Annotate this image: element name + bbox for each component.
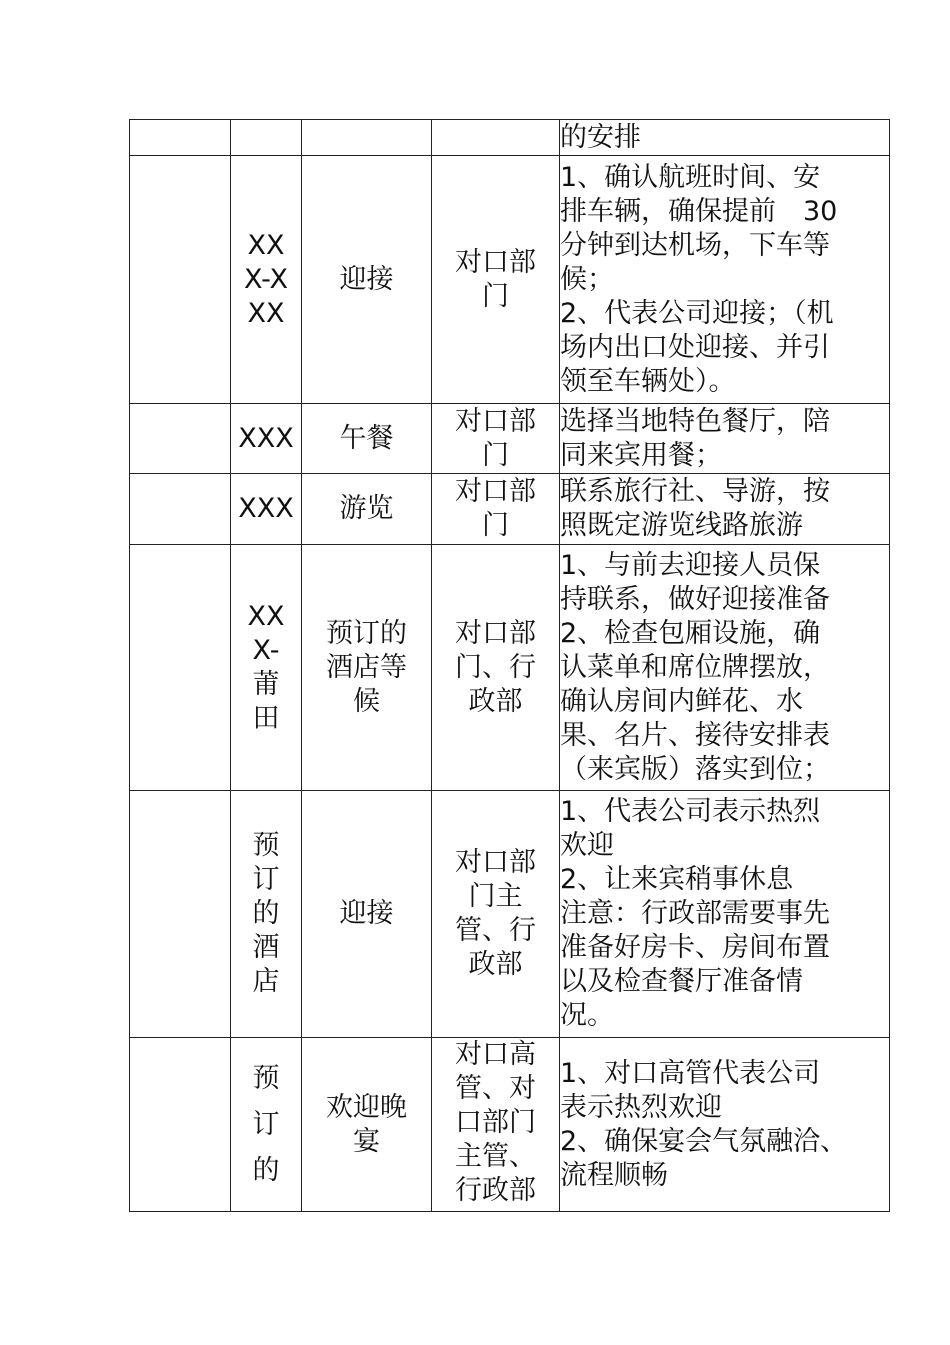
date-cell	[130, 404, 231, 474]
item-cell: 欢迎晚宴	[302, 1038, 432, 1212]
table-row	[130, 791, 890, 1038]
date-cell	[130, 791, 231, 1038]
dept-cell	[432, 120, 560, 156]
detail-line: 持联系，做好迎接准备	[560, 583, 830, 615]
detail-line: 场内出口处迎接、并引	[560, 331, 830, 363]
detail-line: 准备好房卡、房间布置	[560, 932, 830, 963]
detail-line: 流程顺畅	[560, 1159, 668, 1191]
detail-line: 果、名片、接待安排表	[560, 719, 830, 751]
detail-line: 分钟到达机场，下车等	[560, 229, 830, 261]
detail-line: 注意：行政部需要事先	[560, 898, 830, 929]
detail-cell	[560, 120, 890, 156]
date-cell	[130, 1038, 231, 1212]
detail-line: 2、让来宾稍事休息	[560, 864, 794, 895]
place-cell	[231, 120, 302, 156]
detail-line: 同来宾用餐；	[560, 439, 722, 471]
detail-cell	[560, 474, 890, 545]
detail-line: 2、代表公司迎接；（机	[560, 297, 834, 329]
detail-line: 排车辆，确保提前 30	[560, 195, 838, 227]
detail-line: 2、确保宴会气氛融洽、	[560, 1125, 848, 1157]
detail-line: 况。	[560, 1000, 614, 1031]
detail-cell	[560, 1038, 890, 1212]
table-row	[130, 1038, 890, 1212]
detail-line: 确认房间内鲜花、水	[560, 685, 803, 717]
detail-line: 2、检查包厢设施，确	[560, 617, 821, 649]
place-cell: XXX-莆田	[231, 545, 302, 791]
detail-cell	[560, 404, 890, 474]
detail-line: 领至车辆处）。	[560, 365, 736, 397]
place-cell: 预订的	[231, 1038, 302, 1212]
table-row	[130, 120, 890, 156]
detail-line: 以及检查餐厅准备情	[560, 966, 803, 997]
detail-line: 候；	[560, 263, 614, 295]
item-cell: 游览	[302, 474, 432, 545]
detail-line: 1、代表公司表示热烈	[560, 796, 821, 827]
detail-line: 照既定游览线路旅游	[560, 510, 803, 541]
dept-cell: 对口部门	[432, 156, 560, 404]
date-cell	[130, 156, 231, 404]
detail-line: 的安排	[560, 121, 641, 153]
schedule-table	[129, 119, 890, 1212]
detail-cell	[560, 791, 890, 1038]
table-row	[130, 404, 890, 474]
place-cell: XXX-XXX	[231, 156, 302, 404]
table-row	[130, 156, 890, 404]
detail-cell	[560, 156, 890, 404]
detail-line: 联系旅行社、导游，按	[560, 476, 830, 507]
detail-cell	[560, 545, 890, 791]
place-cell: XXX	[231, 404, 302, 474]
detail-line: 1、对口高管代表公司	[560, 1057, 821, 1089]
item-cell: 午餐	[302, 404, 432, 474]
table-row	[130, 474, 890, 545]
date-cell	[130, 120, 231, 156]
detail-line: （来宾版）落实到位；	[560, 753, 830, 785]
dept-cell: 对口高管、对口部门主管、行政部	[432, 1038, 560, 1212]
dept-cell: 对口部门、行政部	[432, 545, 560, 791]
detail-line: 选择当地特色餐厅，陪	[560, 405, 830, 437]
item-cell: 预订的酒店等候	[302, 545, 432, 791]
item-cell: 迎接	[302, 156, 432, 404]
detail-line: 欢迎	[560, 830, 614, 861]
place-cell: 预订的酒店	[231, 791, 302, 1038]
table-row	[130, 545, 890, 791]
item-cell	[302, 120, 432, 156]
detail-line: 1、与前去迎接人员保	[560, 549, 821, 581]
date-cell	[130, 545, 231, 791]
dept-cell: 对口部门	[432, 474, 560, 545]
date-cell	[130, 474, 231, 545]
detail-line: 表示热烈欢迎	[560, 1091, 722, 1123]
place-cell: XXX	[231, 474, 302, 545]
detail-line: 认菜单和席位牌摆放，	[560, 651, 830, 683]
detail-line: 1、确认航班时间、安	[560, 161, 821, 193]
dept-cell: 对口部门	[432, 404, 560, 474]
item-cell: 迎接	[302, 791, 432, 1038]
dept-cell: 对口部门主管、行政部	[432, 791, 560, 1038]
